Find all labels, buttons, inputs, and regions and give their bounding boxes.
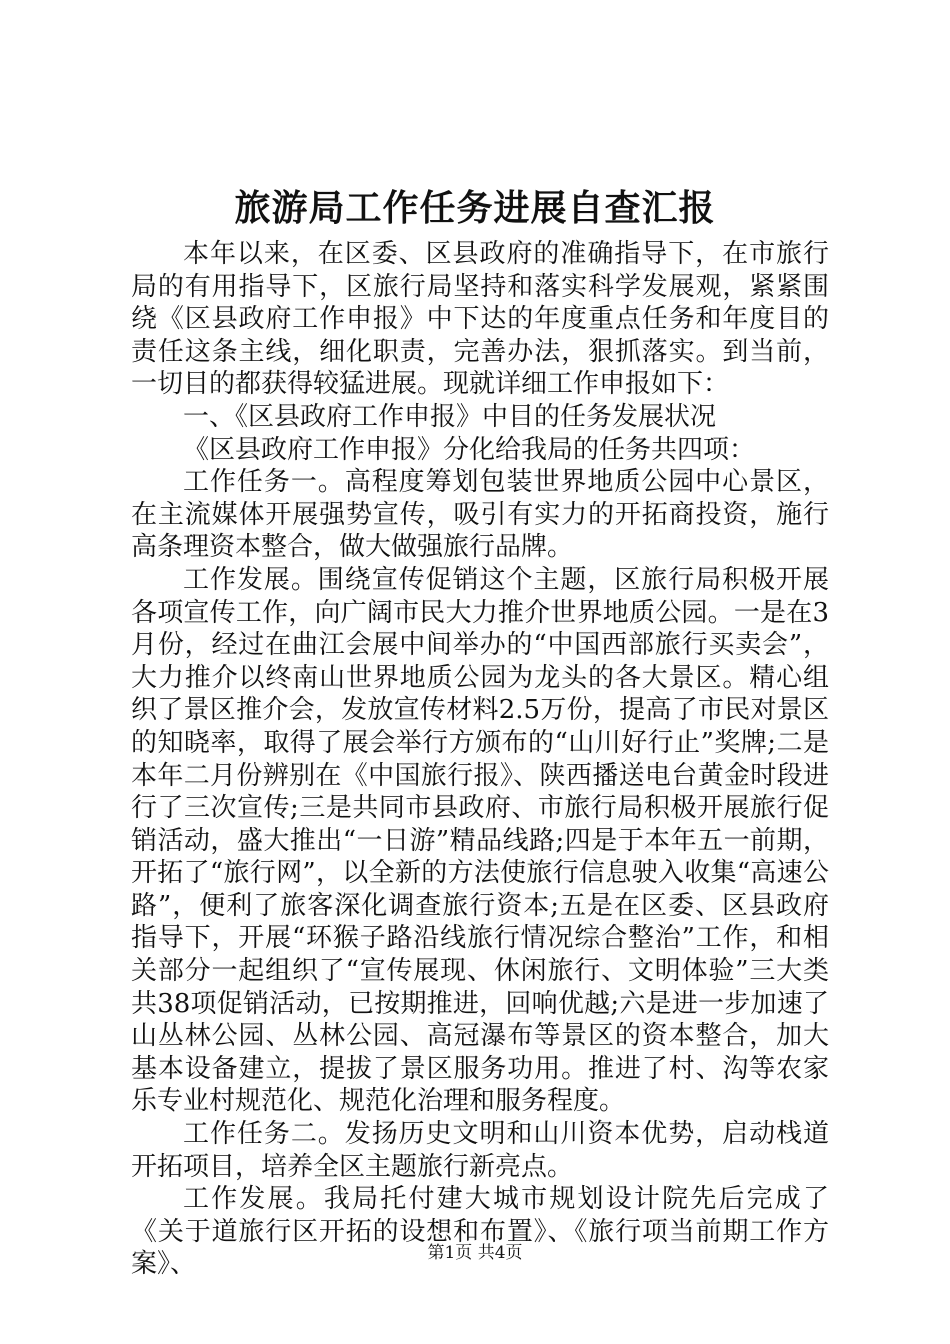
paragraph-intro: 本年以来，在区委、区县政府的准确指导下，在市旅行局的有用指导下，区旅行局坚持和落实科学发展观，紧紧围绕《区县政府工作申报》中下达的年度重点任务和年度目的责任这条主线，细化职责，完善办法，狠抓落实。到当前，一切目的都获得较猛进展。现就详细工作申报如下： xyxy=(131,239,829,400)
paragraph-progress-one: 工作发展。围绕宣传促销这个主题，区旅行局积极开展各项宣传工作，向广阔市民大力推介世界地质公园。一是在3月份，经过在曲江会展中间举办的“中国西部旅行买卖会”，大力推介以终南山世界地质公园为龙头的各大景区。精心组织了景区推介会，发放宣传材料2.5万份，提高了市民对景区的知晓率，取得了展会举行方颁布的“山川好行止”奖牌;二是本年二月份辨别在《中国旅行报》、陕西播送电台黄金时段进行了三次宣传;三是共同市县政府、市旅行局积极开展旅行促销活动，盛大推出“一日游”精品线路;四是于本年五一前期，开拓了“旅行网”，以全新的方法使旅行信息驶入收集“高速公路”，便利了旅客深化调查旅行资本;五是在区委、区县政府指导下，开展“环猴子路沿线旅行情况综合整治”工作，和相关部分一起组织了“宣传展现、休闲旅行、文明体验”三大类共38项促销活动，已按期推进，回响优越;六是进一步加速了山丛林公园、丛林公园、高冠瀑布等景区的资本整合，加大基本设备建立，提拔了景区服务功用。推进了村、沟等农家乐专业村规范化、规范化治理和服务程度。 xyxy=(131,564,829,1117)
paragraph-task-one: 工作任务一。高程度筹划包装世界地质公园中心景区，在主流媒体开展强势宣传，吸引有实力的开拓商投资，施行高条理资本整合，做大做强旅行品牌。 xyxy=(131,467,829,563)
section-heading: 一、《区县政府工作申报》中目的任务发展状况 xyxy=(183,401,717,432)
paragraph-progress-two: 工作发展。我局托付建大城市规划设计院先后完成了《关于道旅行区开拓的设想和布置》、《旅行项当前期工作方案》、 xyxy=(131,1184,829,1280)
document-title: 旅游局工作任务进展自查汇报 xyxy=(234,187,716,229)
page-number: 第1页 共4页 xyxy=(427,1243,523,1263)
document-body xyxy=(131,238,829,1281)
paragraph-task-summary: 《区县政府工作申报》分化给我局的任务共四项： xyxy=(183,434,756,465)
paragraph-task-two: 工作任务二。发扬历史文明和山川资本优势，启动栈道开拓项目，培养全区主题旅行新亮点。 xyxy=(131,1119,829,1182)
